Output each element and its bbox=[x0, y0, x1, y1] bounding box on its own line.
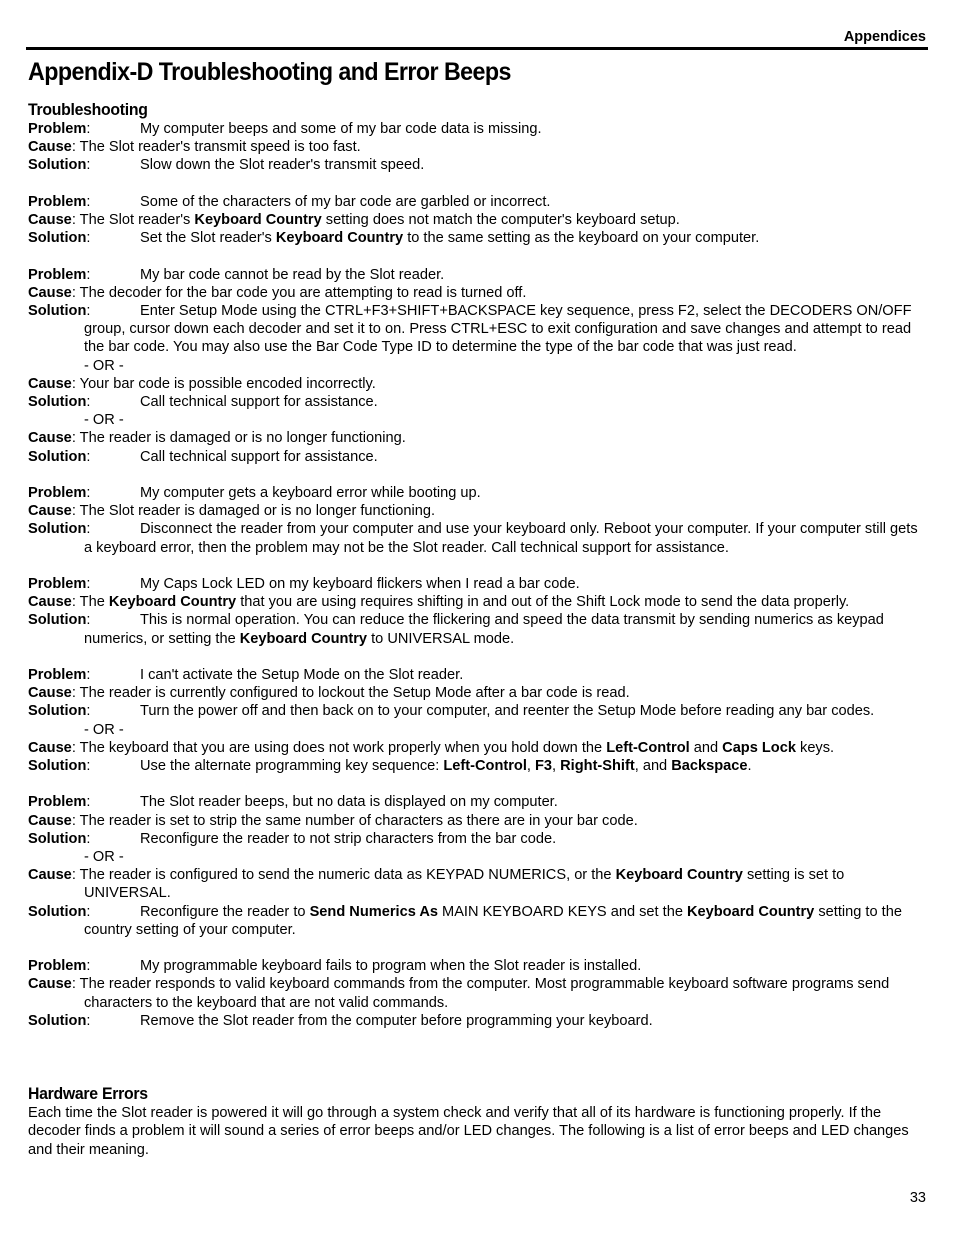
line-label bbox=[28, 702, 140, 720]
label-separator: : bbox=[86, 758, 91, 775]
line-text: Call technical support for assistance. bbox=[140, 448, 378, 465]
label-text: Cause bbox=[28, 685, 72, 702]
line-text: to the same setting as the keyboard on your computer. bbox=[403, 230, 760, 247]
label-text: Solution bbox=[28, 612, 87, 629]
emphasis-text: Right-Shift bbox=[560, 758, 635, 775]
label-text: Cause bbox=[28, 739, 72, 756]
problem-line bbox=[28, 575, 926, 593]
label-text: Problem bbox=[28, 485, 87, 502]
line-text: My bar code cannot be read by the Slot reader. bbox=[140, 266, 445, 283]
line-text: to UNIVERSAL mode. bbox=[367, 630, 515, 647]
solution-line bbox=[28, 229, 926, 247]
line-text: setting does not match the computer's keyboard setup. bbox=[321, 212, 680, 228]
line-text: The keyboard that you are using does not work properly when you hold down the bbox=[79, 739, 607, 756]
line-text: Reconfigure the reader to not strip characters from the bar code. bbox=[140, 830, 557, 847]
line-label bbox=[28, 229, 140, 247]
label-text: Solution bbox=[28, 1012, 87, 1029]
cause-line bbox=[28, 502, 926, 520]
line-label bbox=[28, 957, 140, 975]
label-text: Cause bbox=[28, 212, 72, 228]
solution-line bbox=[28, 156, 926, 174]
label-separator: : bbox=[71, 594, 80, 611]
label-text: Cause bbox=[28, 594, 72, 611]
label-separator: : bbox=[71, 685, 80, 702]
line-text: The reader is configured to send the numeric data as KEYPAD NUMERICS, or the bbox=[79, 867, 616, 884]
solution-line bbox=[28, 302, 926, 357]
emphasis-text: F3 bbox=[535, 758, 553, 775]
label-separator: : bbox=[71, 503, 80, 520]
problem-line bbox=[28, 793, 926, 811]
line-label bbox=[28, 830, 140, 848]
label-text: Solution bbox=[28, 703, 87, 720]
line-text: Your bar code is possible encoded incorrectly. bbox=[79, 375, 376, 392]
label-separator: : bbox=[86, 958, 91, 975]
or-separator: - OR - bbox=[84, 412, 124, 429]
label-separator: : bbox=[71, 867, 80, 884]
label-separator: : bbox=[71, 139, 80, 156]
cause-line bbox=[28, 593, 926, 611]
label-text: Solution bbox=[28, 230, 87, 247]
solution-line bbox=[28, 393, 926, 411]
troubleshooting-entries bbox=[28, 120, 926, 1030]
label-separator: : bbox=[86, 121, 91, 137]
emphasis-text: Keyboard Country bbox=[108, 594, 237, 611]
line-text: setting is set to UNIVERSAL. bbox=[84, 867, 845, 902]
label-separator: : bbox=[71, 430, 80, 447]
label-text: Solution bbox=[28, 521, 87, 538]
line-text: , bbox=[526, 758, 535, 775]
troubleshooting-entry bbox=[28, 193, 926, 248]
line-text: Use the alternate programming key sequence: bbox=[140, 758, 444, 775]
cause-line bbox=[28, 375, 926, 393]
hardware-errors-heading: Hardware Errors bbox=[28, 1084, 148, 1104]
cause-line bbox=[28, 975, 926, 1011]
solution-line bbox=[28, 830, 926, 848]
label-separator: : bbox=[86, 576, 91, 593]
line-label bbox=[28, 302, 140, 320]
label-separator: : bbox=[86, 394, 91, 411]
label-text: Problem bbox=[28, 266, 87, 283]
line-text: , and bbox=[634, 758, 672, 775]
solution-line bbox=[28, 1012, 926, 1030]
line-label bbox=[28, 793, 140, 811]
label-separator: : bbox=[71, 739, 80, 756]
emphasis-text: Backspace bbox=[671, 758, 748, 775]
troubleshooting-entry bbox=[28, 120, 926, 175]
label-text: Solution bbox=[28, 448, 87, 465]
label-text: Problem bbox=[28, 794, 87, 811]
solution-line bbox=[28, 448, 926, 466]
line-label bbox=[28, 757, 140, 775]
troubleshooting-entry bbox=[28, 575, 926, 648]
label-text: Cause bbox=[28, 375, 72, 392]
cause-line bbox=[28, 866, 926, 902]
line-text: that you are using requires shifting in and out of the Shift Lock mode to send the data properly. bbox=[236, 594, 850, 611]
line-text: The Slot reader's transmit speed is too fast. bbox=[79, 139, 361, 156]
line-text: , bbox=[552, 758, 561, 775]
line-text: The reader is currently configured to lockout the Setup Mode after a bar code is read. bbox=[79, 685, 630, 702]
troubleshooting-entry bbox=[28, 266, 926, 466]
line-text: keys. bbox=[795, 739, 835, 756]
emphasis-text: Keyboard Country bbox=[275, 230, 404, 247]
line-label bbox=[28, 867, 80, 883]
label-separator: : bbox=[86, 612, 91, 629]
line-text: The bbox=[79, 594, 109, 611]
line-text: Disconnect the reader from your computer and use your keyboard only. Reboot your computer. If your computer still gets a keyboard error, then the problem may not be the Slot reader. Call technical support for assistance. bbox=[84, 521, 918, 556]
line-text: The decoder for the bar code you are attempting to read is turned off. bbox=[79, 284, 527, 301]
line-label bbox=[28, 1012, 140, 1030]
label-separator: : bbox=[86, 667, 91, 684]
emphasis-text: Keyboard Country bbox=[615, 867, 743, 884]
label-separator: : bbox=[86, 485, 91, 502]
line-text: Some of the characters of my bar code are garbled or incorrect. bbox=[140, 193, 551, 210]
emphasis-text: Left-Control bbox=[443, 758, 527, 775]
label-separator: : bbox=[86, 193, 91, 210]
label-separator: : bbox=[71, 375, 80, 392]
label-text: Cause bbox=[28, 430, 72, 447]
line-text: I can't activate the Setup Mode on the Slot reader. bbox=[140, 667, 464, 684]
line-label bbox=[28, 376, 80, 392]
line-label bbox=[28, 120, 140, 138]
label-separator: : bbox=[86, 303, 91, 319]
line-label bbox=[28, 430, 80, 446]
line-label bbox=[28, 393, 140, 411]
label-separator: : bbox=[86, 1012, 91, 1029]
emphasis-text: Left-Control bbox=[606, 739, 690, 756]
label-separator: : bbox=[71, 812, 80, 829]
line-text: Remove the Slot reader from the computer before programming your keyboard. bbox=[140, 1012, 653, 1029]
label-separator: : bbox=[71, 976, 80, 993]
troubleshooting-entry bbox=[28, 666, 926, 775]
label-separator: : bbox=[86, 903, 91, 920]
line-text: My computer gets a keyboard error while booting up. bbox=[140, 485, 481, 502]
line-label bbox=[28, 484, 140, 502]
label-text: Cause bbox=[28, 867, 72, 884]
solution-line bbox=[28, 903, 926, 939]
problem-line bbox=[28, 120, 926, 138]
label-separator: : bbox=[86, 703, 91, 720]
page-number: 33 bbox=[909, 1190, 926, 1206]
line-label bbox=[28, 156, 140, 174]
line-text: My programmable keyboard fails to program when the Slot reader is installed. bbox=[140, 958, 642, 975]
label-text: Solution bbox=[28, 903, 87, 920]
solution-line bbox=[28, 757, 926, 775]
header-rule bbox=[26, 47, 928, 50]
or-separator: - OR - bbox=[84, 357, 124, 374]
line-text: Reconfigure the reader to bbox=[140, 903, 310, 920]
page-title: Appendix-D Troubleshooting and Error Beeps bbox=[28, 58, 511, 86]
line-label bbox=[28, 520, 140, 538]
label-text: Cause bbox=[28, 976, 72, 993]
line-text: The reader is damaged or is no longer functioning. bbox=[79, 430, 406, 447]
emphasis-text: Caps Lock bbox=[722, 739, 796, 756]
or-separator: - OR - bbox=[84, 721, 124, 738]
line-label bbox=[28, 685, 80, 701]
section-spacer bbox=[28, 1048, 926, 1084]
label-text: Solution bbox=[28, 394, 87, 411]
line-label bbox=[28, 139, 80, 155]
line-label bbox=[28, 575, 140, 593]
problem-line bbox=[28, 666, 926, 684]
line-text: Call technical support for assistance. bbox=[140, 394, 378, 411]
line-text: The Slot reader is damaged or is no longer functioning. bbox=[79, 503, 435, 520]
line-text: Set the Slot reader's bbox=[140, 230, 276, 247]
line-text: Slow down the Slot reader's transmit speed. bbox=[140, 157, 425, 174]
running-header: Appendices bbox=[843, 29, 926, 45]
line-label bbox=[28, 266, 140, 284]
problem-line bbox=[28, 193, 926, 211]
label-separator: : bbox=[71, 212, 80, 228]
problem-line bbox=[28, 484, 926, 502]
troubleshooting-entry bbox=[28, 793, 926, 939]
solution-line bbox=[28, 520, 926, 556]
line-text: setting to the country setting of your computer. bbox=[84, 903, 902, 938]
cause-line bbox=[28, 211, 926, 229]
line-label bbox=[28, 594, 80, 610]
label-text: Problem bbox=[28, 576, 87, 593]
line-text: The reader responds to valid keyboard commands from the computer. Most programmable keyboard software programs send characters to the keyboard that are not valid commands. bbox=[79, 976, 890, 1011]
line-label bbox=[28, 448, 140, 466]
label-separator: : bbox=[86, 266, 91, 283]
line-label bbox=[28, 212, 80, 228]
label-separator: : bbox=[86, 794, 91, 811]
line-label bbox=[28, 611, 140, 629]
line-label bbox=[28, 193, 140, 211]
cause-line bbox=[28, 739, 926, 757]
label-separator: : bbox=[86, 157, 91, 174]
emphasis-text: Keyboard Country bbox=[687, 903, 815, 920]
line-text: Enter Setup Mode using the CTRL+F3+SHIFT+BACKSPACE key sequence, press F2, select the DECODERS ON/OFF group, cursor down each decoder and set it to on. Press CTRL+ESC to exit configuration and save changes and attempt to read the bar code. You may also use the Bar Code Type ID to determine the type of the bar code that was just read. bbox=[84, 303, 912, 356]
troubleshooting-heading: Troubleshooting bbox=[28, 100, 148, 119]
label-separator: : bbox=[86, 521, 91, 538]
label-separator: : bbox=[86, 448, 91, 465]
content bbox=[28, 100, 926, 1159]
label-text: Problem bbox=[28, 121, 87, 137]
solution-line bbox=[28, 611, 926, 647]
troubleshooting-entry bbox=[28, 484, 926, 557]
line-text: The Slot reader's bbox=[79, 212, 195, 228]
line-text: The reader is set to strip the same number of characters as there are in your bar code. bbox=[79, 812, 638, 829]
line-text: MAIN KEYBOARD KEYS and set the bbox=[437, 903, 687, 920]
label-text: Cause bbox=[28, 812, 72, 829]
cause-line bbox=[28, 429, 926, 447]
solution-line bbox=[28, 702, 926, 720]
line-label bbox=[28, 666, 140, 684]
label-text: Solution bbox=[28, 830, 87, 847]
emphasis-text: Keyboard Country bbox=[194, 212, 322, 228]
line-text: . bbox=[747, 758, 752, 775]
label-separator: : bbox=[86, 230, 91, 247]
emphasis-text: Keyboard Country bbox=[239, 630, 368, 647]
hardware-errors-body: Each time the Slot reader is powered it will go through a system check and verify that all of its hardware is functioning properly. If the decoder finds a problem it will sound a series of error beeps and/or LED changes. The following is a list of error beeps and LED changes and their meaning. bbox=[28, 1105, 909, 1158]
label-text: Solution bbox=[28, 758, 87, 775]
line-label bbox=[28, 285, 80, 301]
label-text: Cause bbox=[28, 139, 72, 156]
label-text: Cause bbox=[28, 284, 72, 301]
line-text: Turn the power off and then back on to your computer, and reenter the Setup Mode before reading any bar codes. bbox=[140, 703, 875, 720]
line-text: and bbox=[689, 739, 723, 756]
cause-line bbox=[28, 284, 926, 302]
troubleshooting-entry bbox=[28, 957, 926, 1030]
label-separator: : bbox=[86, 830, 91, 847]
line-label bbox=[28, 903, 140, 921]
line-text: My computer beeps and some of my bar code data is missing. bbox=[140, 121, 542, 137]
problem-line bbox=[28, 957, 926, 975]
label-text: Problem bbox=[28, 193, 87, 210]
cause-line bbox=[28, 684, 926, 702]
line-text: My Caps Lock LED on my keyboard flickers when I read a bar code. bbox=[140, 576, 580, 593]
label-text: Cause bbox=[28, 503, 72, 520]
label-separator: : bbox=[71, 284, 80, 301]
emphasis-text: Send Numerics As bbox=[309, 903, 438, 920]
line-text: The Slot reader beeps, but no data is displayed on my computer. bbox=[140, 794, 558, 811]
line-text: This is normal operation. You can reduce the flickering and speed the data transmit by sending numerics as keypad numerics, or setting the bbox=[84, 612, 884, 647]
label-text: Problem bbox=[28, 958, 87, 975]
label-text: Solution bbox=[28, 303, 87, 319]
label-text: Problem bbox=[28, 667, 87, 684]
line-label bbox=[28, 976, 80, 992]
cause-line bbox=[28, 138, 926, 156]
line-label bbox=[28, 503, 80, 519]
cause-line bbox=[28, 812, 926, 830]
problem-line bbox=[28, 266, 926, 284]
label-text: Solution bbox=[28, 157, 87, 174]
line-label bbox=[28, 740, 80, 756]
or-separator: - OR - bbox=[84, 849, 124, 866]
line-label bbox=[28, 813, 80, 829]
